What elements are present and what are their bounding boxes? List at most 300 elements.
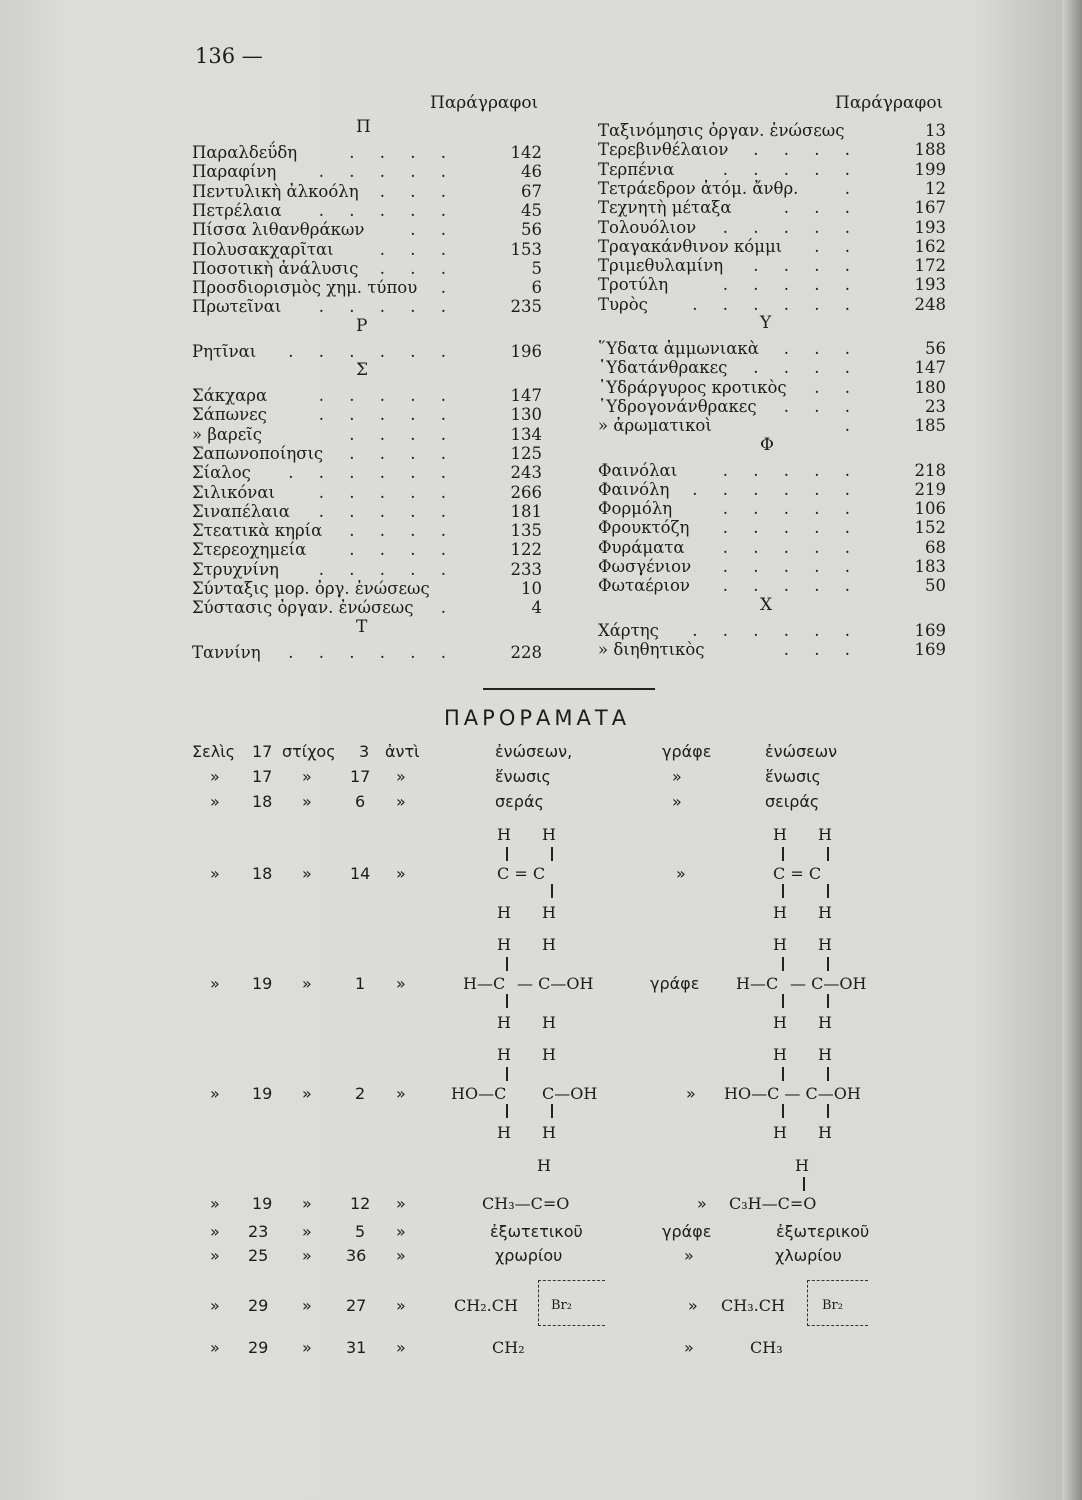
atom-h: H xyxy=(773,1045,787,1064)
index-entry-name: Σαπωνοποίησις xyxy=(192,443,324,463)
bromine-label: Br₂ xyxy=(822,1298,843,1313)
index-entry-name: Στεατικὰ κηρία xyxy=(192,521,323,541)
leader-dots: . . . . . xyxy=(318,559,456,579)
errata-page: 25 xyxy=(248,1246,269,1265)
errata-write-label: γράφε xyxy=(662,742,712,761)
page-number: 136 — xyxy=(195,44,263,68)
formula-cc-double: C = C xyxy=(497,864,546,883)
index-entry-name: Τεχνητὴ μέταξα xyxy=(598,198,732,218)
index-entry-name: » διηθητικὸς xyxy=(598,639,705,659)
leader-dots: . . . . . xyxy=(722,275,860,295)
formula-right: C—OH xyxy=(542,1084,598,1103)
atom-h: H xyxy=(497,903,511,922)
index-paragraph-number: 162 xyxy=(914,236,946,256)
bond-line xyxy=(782,1104,784,1118)
leader-dots: . . . . xyxy=(753,256,860,276)
index-entry xyxy=(192,463,542,483)
index-entry xyxy=(598,416,946,436)
index-entry-name: Τερπένια xyxy=(598,159,675,179)
atom-h: H xyxy=(542,1013,556,1032)
index-entry xyxy=(192,502,542,522)
ditto-mark: » xyxy=(210,974,220,993)
index-entry-name: Προσδιορισμὸς χημ. τύπου xyxy=(192,278,418,298)
atom-h: H xyxy=(542,1123,556,1142)
ditto-mark: » xyxy=(396,974,406,993)
index-entry-name: ῾Υδρογονάνθρακες xyxy=(598,396,757,416)
ditto-mark: » xyxy=(210,864,220,883)
errata-page: 17 xyxy=(252,767,273,786)
index-paragraph-number: 188 xyxy=(914,140,946,160)
left-column-header: Παράγραφοι xyxy=(430,93,539,113)
index-entry xyxy=(192,444,542,464)
index-paragraph-number: 23 xyxy=(925,396,946,416)
index-paragraph-number: 12 xyxy=(925,178,946,198)
index-entry-name: Σάπωνες xyxy=(192,405,267,425)
index-entry-name: Ταννίνη xyxy=(192,642,261,662)
index-entry xyxy=(192,598,542,618)
index-entry-name: Χάρτης xyxy=(598,620,659,640)
leader-dots: . . . xyxy=(379,181,456,201)
index-entry xyxy=(598,275,946,295)
leader-dots: . . . . xyxy=(349,143,456,162)
bond-line xyxy=(506,994,508,1008)
index-paragraph-number: 46 xyxy=(521,162,542,182)
bond-line xyxy=(506,1104,508,1118)
atom-h: H xyxy=(818,825,832,844)
errata-line: 27 xyxy=(346,1296,367,1315)
index-paragraph-number: 235 xyxy=(510,297,542,317)
index-entry xyxy=(192,182,542,202)
index-entry-name: Ποσοτικὴ ἀνάλυσις xyxy=(192,258,359,278)
leader-dots: . xyxy=(440,278,456,298)
right-column-header: Παράγραφοι xyxy=(835,93,944,113)
atom-h: H xyxy=(818,1013,832,1032)
bond-line xyxy=(782,1067,784,1081)
bond-line xyxy=(782,847,784,861)
errata-correct-formula: CH₃ xyxy=(750,1338,783,1357)
bond-line xyxy=(551,884,553,898)
ditto-mark: » xyxy=(210,792,220,811)
ditto-mark: » xyxy=(396,1338,406,1357)
errata-line: 1 xyxy=(355,974,366,993)
index-paragraph-number: 199 xyxy=(914,159,946,179)
leader-dots: . . . . . . xyxy=(288,642,456,662)
index-entry-name: Πίσσα λιθανθράκων xyxy=(192,220,365,240)
leader-dots: . . . . . xyxy=(722,460,860,480)
index-entry xyxy=(192,521,542,541)
ditto-mark: » xyxy=(302,1246,312,1265)
bond-line xyxy=(827,1104,829,1118)
ditto-mark: » xyxy=(302,1194,312,1213)
errata-page: 17 xyxy=(252,742,273,761)
leader-dots: . . . . . xyxy=(318,482,456,502)
index-paragraph-number: 180 xyxy=(914,377,946,397)
ditto-mark: » xyxy=(686,1084,696,1103)
errata-wrong: σεράς xyxy=(495,792,544,811)
index-paragraph-number: 196 xyxy=(510,341,542,361)
bond-line xyxy=(827,994,829,1008)
index-entry-name: Φωταέριον xyxy=(598,576,690,596)
errata-line: 31 xyxy=(346,1338,367,1357)
index-paragraph-number: 6 xyxy=(531,278,542,298)
leader-dots: . . . . . . xyxy=(692,479,860,499)
atom-h: H xyxy=(542,903,556,922)
bond-line xyxy=(803,1177,805,1191)
index-entry-name: Ταξινόμησις ὀργαν. ἐνώσεως xyxy=(598,121,845,140)
index-entry-name: Παραλδεΰδη xyxy=(192,143,298,162)
index-entry xyxy=(598,640,946,660)
leader-dots: . . . . . xyxy=(318,501,456,521)
formula-cc-double: C = C xyxy=(773,864,822,883)
index-paragraph-number: 56 xyxy=(925,339,946,358)
bond-line xyxy=(827,1067,829,1081)
index-entry xyxy=(598,339,946,359)
index-entry xyxy=(192,342,542,362)
leader-dots: . . . . . xyxy=(318,200,456,220)
index-entry-name: Φυράματα xyxy=(598,537,685,557)
index-paragraph-number: 45 xyxy=(521,200,542,220)
index-entry-name: Τριμεθυλαμίνη xyxy=(598,256,724,276)
leader-dots: . . xyxy=(814,236,860,256)
errata-correct-formula: C₃H—C=O xyxy=(729,1194,817,1213)
errata-wrong: χρωρίου xyxy=(495,1246,563,1265)
ditto-mark: » xyxy=(302,792,312,811)
ditto-mark: » xyxy=(396,1194,406,1213)
errata-wrong: ἕνωσις xyxy=(495,767,551,786)
errata-line: 2 xyxy=(355,1084,366,1103)
index-entry xyxy=(192,278,542,298)
index-entry xyxy=(192,425,542,445)
index-entry xyxy=(598,121,946,141)
index-paragraph-number: 106 xyxy=(914,499,946,519)
index-entry-name: Φορμόλη xyxy=(598,499,673,519)
index-entry-name: Φρουκτόζη xyxy=(598,518,690,538)
leader-dots: . . . . xyxy=(753,358,860,378)
index-paragraph-number: 248 xyxy=(914,294,946,314)
ditto-mark: » xyxy=(302,1084,312,1103)
atom-h: H xyxy=(818,935,832,954)
index-entry xyxy=(598,461,946,481)
atom-h: H xyxy=(497,825,511,844)
ditto-mark: » xyxy=(684,1246,694,1265)
index-entry xyxy=(192,201,542,221)
index-entry-name: Τετράεδρον ἀτόμ. ἄνθρ. xyxy=(598,178,799,198)
errata-line: 6 xyxy=(355,792,366,811)
ditto-mark: » xyxy=(210,767,220,786)
atom-h: H xyxy=(497,1013,511,1032)
leader-dots: . . . . xyxy=(349,521,456,541)
formula-correct: HO—C — C—OH xyxy=(724,1084,861,1103)
index-entry xyxy=(598,378,946,398)
index-entry xyxy=(598,179,946,199)
index-entry xyxy=(598,538,946,558)
leader-dots: . . xyxy=(410,220,456,240)
bond-line xyxy=(782,957,784,971)
errata-title: ΠΑΡΟΡΑΜΑΤΑ xyxy=(444,706,631,730)
index-paragraph-number: 218 xyxy=(914,460,946,480)
leader-dots: . . . . xyxy=(349,443,456,463)
errata-page-label: Σελὶς xyxy=(192,742,236,761)
index-entry xyxy=(598,160,946,180)
errata-line: 3 xyxy=(359,742,370,761)
bond-line xyxy=(551,847,553,861)
index-paragraph-number: 219 xyxy=(914,479,946,499)
index-entry-name: Σίαλος xyxy=(192,463,251,483)
leader-dots: . xyxy=(440,598,456,618)
errata-page: 19 xyxy=(252,1194,273,1213)
errata-line: 36 xyxy=(346,1246,367,1265)
errata-wrong-formula: CH₂.CH xyxy=(454,1296,518,1315)
index-entry-name: ῞Υδατα ἀμμωνιακὰ xyxy=(598,339,759,358)
index-entry-name: Φωσγένιον xyxy=(598,557,692,576)
errata-correct: ἐνώσεων xyxy=(765,742,838,761)
ditto-mark: » xyxy=(302,767,312,786)
index-entry-name: Στερεοχημεία xyxy=(192,540,307,560)
atom-h: H xyxy=(497,1123,511,1142)
ditto-mark: » xyxy=(676,864,686,883)
index-entry xyxy=(192,560,542,580)
ditto-mark: » xyxy=(697,1194,707,1213)
ditto-mark: » xyxy=(396,1222,406,1241)
index-entry-name: Παραφίνη xyxy=(192,162,277,182)
leader-dots: . . . . . xyxy=(722,518,860,538)
index-entry-name: Σιλικόναι xyxy=(192,482,275,502)
leader-dots: . . . . . xyxy=(318,386,456,405)
errata-line: 5 xyxy=(355,1222,366,1241)
index-paragraph-number: 56 xyxy=(521,220,542,240)
leader-dots: . . . xyxy=(783,198,860,218)
formula-right: — C—OH xyxy=(790,974,867,993)
index-entry xyxy=(598,237,946,257)
index-entry xyxy=(598,198,946,218)
index-paragraph-number: 266 xyxy=(510,482,542,502)
errata-wrong: ἐνώσεων, xyxy=(495,742,573,761)
errata-write-label: γράφε xyxy=(662,1222,712,1241)
ditto-mark: » xyxy=(396,767,406,786)
ditto-mark: » xyxy=(302,864,312,883)
index-entry-name: Τροτύλη xyxy=(598,275,669,295)
index-paragraph-number: 243 xyxy=(510,463,542,483)
index-entry-name: Τραγακάνθινον κόμμι xyxy=(598,236,783,256)
index-entry-name: » ἀρωματικοὶ xyxy=(598,416,712,436)
errata-wrong: ἐξωτετικοῦ xyxy=(490,1222,583,1241)
errata-write-label: γράφε xyxy=(650,974,700,993)
index-entry-name: Ρητῖναι xyxy=(192,341,257,361)
leader-dots: . . . . . . xyxy=(692,294,860,314)
ditto-mark: » xyxy=(210,1194,220,1213)
errata-page: 29 xyxy=(248,1338,269,1357)
leader-dots: . . . xyxy=(379,239,456,259)
index-entry xyxy=(598,218,946,238)
index-paragraph-number: 122 xyxy=(510,540,542,560)
leader-dots: . . . . . . xyxy=(288,341,456,361)
errata-line: 14 xyxy=(350,864,371,883)
atom-h: H xyxy=(537,1156,551,1175)
index-entry-name: Φαινόλαι xyxy=(598,460,678,480)
index-entry-name: Πετρέλαια xyxy=(192,200,282,220)
ditto-mark: » xyxy=(210,1296,220,1315)
index-entry-name: Πρωτεῖναι xyxy=(192,297,282,317)
index-entry xyxy=(192,297,542,317)
index-letter-heading: Σ xyxy=(356,360,369,380)
ditto-mark: » xyxy=(688,1296,698,1315)
index-paragraph-number: 228 xyxy=(510,642,542,662)
index-entry xyxy=(598,518,946,538)
errata-page: 29 xyxy=(248,1296,269,1315)
index-entry-name: Σάκχαρα xyxy=(192,386,268,405)
atom-h: H xyxy=(818,903,832,922)
index-paragraph-number: 147 xyxy=(914,358,946,378)
index-paragraph-number: 183 xyxy=(914,557,946,576)
index-paragraph-number: 4 xyxy=(531,598,542,618)
index-entry xyxy=(192,643,542,663)
leader-dots: . . . . . xyxy=(722,576,860,596)
index-entry xyxy=(598,256,946,276)
index-entry xyxy=(598,295,946,315)
errata-wrong-formula: CH₂ xyxy=(492,1338,525,1357)
errata-line: 12 xyxy=(350,1194,371,1213)
atom-h: H xyxy=(497,935,511,954)
index-letter-heading: Φ xyxy=(760,434,774,455)
atom-h: H xyxy=(818,1045,832,1064)
bond-line xyxy=(827,884,829,898)
atom-h: H xyxy=(773,903,787,922)
bond-line xyxy=(827,957,829,971)
index-paragraph-number: 135 xyxy=(510,521,542,541)
index-letter-heading: Ρ xyxy=(356,315,368,336)
errata-line: 17 xyxy=(350,767,371,786)
index-paragraph-number: 147 xyxy=(510,386,542,405)
index-paragraph-number: 169 xyxy=(914,639,946,659)
index-paragraph-number: 172 xyxy=(914,256,946,276)
leader-dots: . . . . . xyxy=(722,217,860,237)
ditto-mark: » xyxy=(210,1084,220,1103)
index-entry-name: ῾Υδατάνθρακες xyxy=(598,358,728,378)
index-entry xyxy=(192,540,542,560)
ditto-mark: » xyxy=(396,1084,406,1103)
index-entry-name: Πεντυλικὴ ἀλκοόλη xyxy=(192,181,359,201)
index-entry xyxy=(598,397,946,417)
formula-left: H—C xyxy=(736,974,779,993)
index-paragraph-number: 181 xyxy=(510,501,542,521)
index-paragraph-number: 67 xyxy=(521,181,542,201)
index-entry xyxy=(192,240,542,260)
leader-dots: . . . xyxy=(783,396,860,416)
index-paragraph-number: 153 xyxy=(510,239,542,259)
leader-dots: . . . . . xyxy=(722,159,860,179)
leader-dots: . . . . . xyxy=(722,537,860,557)
errata-correct: χλωρίου xyxy=(775,1246,842,1265)
index-entry xyxy=(598,499,946,519)
formula-left: H—C xyxy=(463,974,506,993)
atom-h: H xyxy=(818,1123,832,1142)
leader-dots: . . . xyxy=(379,258,456,278)
index-paragraph-number: 169 xyxy=(914,620,946,640)
index-paragraph-number: 134 xyxy=(510,424,542,444)
index-entry xyxy=(192,579,542,599)
ditto-mark: » xyxy=(210,1222,220,1241)
errata-line-label: στίχος xyxy=(282,742,336,761)
errata-page: 19 xyxy=(252,1084,273,1103)
errata-correct: σειράς xyxy=(765,792,820,811)
ditto-mark: » xyxy=(396,1246,406,1265)
atom-h: H xyxy=(773,1123,787,1142)
leader-dots: . . xyxy=(814,377,860,397)
atom-h: H xyxy=(497,1045,511,1064)
index-paragraph-number: 233 xyxy=(510,559,542,579)
index-paragraph-number: 13 xyxy=(925,121,946,140)
index-paragraph-number: 10 xyxy=(521,579,542,598)
index-entry-name: Τολουόλιον xyxy=(598,217,697,237)
section-divider xyxy=(483,688,655,690)
index-entry xyxy=(192,405,542,425)
ditto-mark: » xyxy=(684,1338,694,1357)
atom-h: H xyxy=(795,1156,809,1175)
index-paragraph-number: 185 xyxy=(914,416,946,436)
leader-dots: . xyxy=(844,416,860,436)
errata-correct: ἐξωτερικοῦ xyxy=(776,1222,870,1241)
leader-dots: . . . . . . xyxy=(692,620,860,640)
leader-dots: . . . . . xyxy=(722,557,860,576)
index-entry-name: Πολυσακχαρῖται xyxy=(192,239,334,259)
errata-wrong-formula: CH₃—C=O xyxy=(482,1194,570,1213)
index-entry xyxy=(192,162,542,182)
index-paragraph-number: 125 xyxy=(510,443,542,463)
ditto-mark: » xyxy=(302,1338,312,1357)
index-paragraph-number: 142 xyxy=(510,143,542,162)
atom-h: H xyxy=(773,935,787,954)
errata-correct: ἕνωσις xyxy=(765,767,821,786)
index-entry xyxy=(192,143,542,163)
ditto-mark: » xyxy=(396,792,406,811)
leader-dots: . . . . xyxy=(349,540,456,560)
ditto-mark: » xyxy=(396,864,406,883)
bond-line xyxy=(782,884,784,898)
atom-h: H xyxy=(542,825,556,844)
index-paragraph-number: 50 xyxy=(925,576,946,596)
index-entry xyxy=(598,480,946,500)
formula-left: HO—C xyxy=(451,1084,507,1103)
errata-page: 23 xyxy=(248,1222,269,1241)
ditto-mark: » xyxy=(302,1222,312,1241)
index-paragraph-number: 193 xyxy=(914,275,946,295)
index-entry xyxy=(192,386,542,406)
leader-dots: . . . . . xyxy=(318,405,456,425)
index-paragraph-number: 193 xyxy=(914,217,946,237)
leader-dots: . . . xyxy=(783,639,860,659)
index-entry xyxy=(192,483,542,503)
index-paragraph-number: 152 xyxy=(914,518,946,538)
index-entry xyxy=(192,259,542,279)
ditto-mark: » xyxy=(672,767,682,786)
index-letter-heading: Τ xyxy=(356,616,368,637)
index-entry xyxy=(598,140,946,160)
errata-page: 18 xyxy=(252,864,273,883)
index-letter-heading: Χ xyxy=(760,594,773,615)
leader-dots: . . . . . xyxy=(722,499,860,519)
index-paragraph-number: 5 xyxy=(531,258,542,278)
errata-page: 18 xyxy=(252,792,273,811)
index-entry-name: » βαρεῖς xyxy=(192,424,262,444)
formula-right: — C—OH xyxy=(517,974,594,993)
index-letter-heading: Π xyxy=(356,117,371,137)
index-entry-name: Τυρὸς xyxy=(598,294,648,314)
index-entry-name: Σιναπέλαια xyxy=(192,501,290,521)
index-entry xyxy=(598,557,946,577)
ditto-mark: » xyxy=(672,792,682,811)
atom-h: H xyxy=(773,1013,787,1032)
index-paragraph-number: 167 xyxy=(914,198,946,218)
